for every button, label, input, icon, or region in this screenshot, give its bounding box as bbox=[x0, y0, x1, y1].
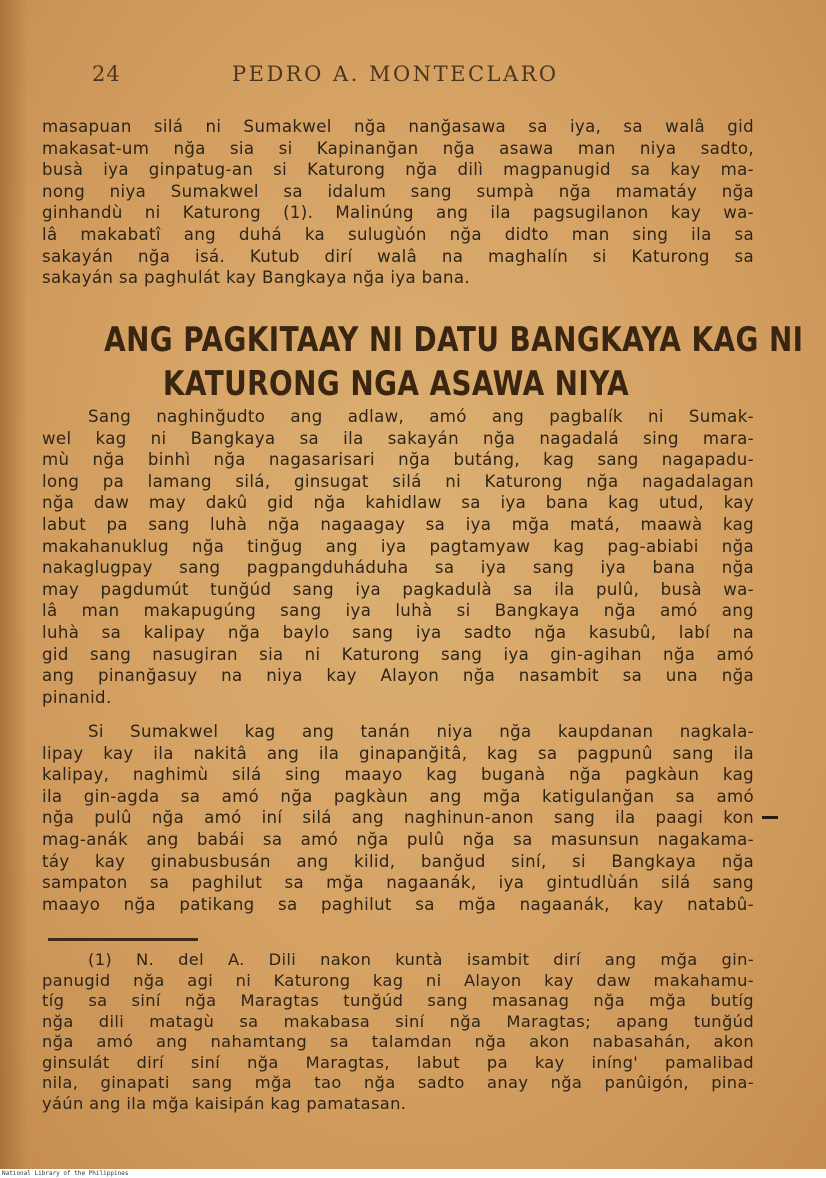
footnote-line: (1) N. del A. Dili nakon kuntà isambit dirí ang mğa gin- bbox=[88, 950, 754, 969]
text-line: busà iya ginpatug-an si Katurong nğa dilì magpanugid sa kay ma- bbox=[42, 160, 754, 180]
text-line: may pagdumút tunğúd sang iya pagkadulà sa ila pulû, busà wa- bbox=[42, 579, 754, 599]
text-line: nakaglugpay sang pagpangduháduha sa iya sang iya bana nğa bbox=[42, 558, 754, 578]
text-line: makasat-um nğa sia si Kapinanğan nğa asawa man niya sadto, bbox=[42, 138, 754, 158]
text-line: ginhandù ni Katurong (1). Malinúng ang ila pagsugilanon kay wa- bbox=[42, 203, 754, 223]
page-number: 24 bbox=[92, 62, 121, 86]
footnote-line: nğa dili matagù sa makabasa siní nğa Maragtas; apang tunğúd bbox=[42, 1011, 754, 1031]
footnote-line: nğa amó ang nahamtang sa talamdan nğa akon nabasahán, akon bbox=[42, 1032, 754, 1051]
footnote bbox=[42, 950, 754, 1114]
text-line: gid sang nasugiran sia ni Katurong sang iya gin-agihan nğa amó bbox=[42, 644, 754, 664]
footnote-line: nila, ginapati sang mğa tao nğa sadto anay nğa panûigón, pina- bbox=[42, 1073, 754, 1092]
text-line: sakayán nğa isá. Kutub dirí walâ na maghalín si Katurong sa bbox=[42, 246, 754, 266]
footnote-line: ginsulát dirí siní nğa Maragtas, labut pa kay iníng' pamalibad bbox=[42, 1052, 754, 1072]
chapter-title-line: ANG PAGKITAAY NI DATU BANGKAYA KAG NI bbox=[104, 320, 804, 360]
text-line: labut pa sang luhà nğa nagaagay sa iya mğa matá, maawà kag bbox=[42, 514, 754, 534]
text-line: ang pinanğasuy na niya kay Alayon nğa nasambit sa una nğa bbox=[42, 666, 754, 686]
text-line: luhà sa kalipay nğa baylo sang iya sadto nğa kasubû, labí na bbox=[42, 622, 754, 642]
text-line: pinanid. bbox=[42, 687, 112, 707]
chapter-title bbox=[104, 318, 804, 406]
text-line: lâ makabatî ang duhá ka sulugùón nğa didto man sing ila sa bbox=[42, 224, 754, 244]
text-line: wel kag ni Bangkaya sa ila sakayán nğa nagadalá sing mara- bbox=[42, 428, 754, 448]
text-line: long pa lamang silá, ginsugat silá ni Katurong nğa nagadalagan bbox=[42, 471, 754, 491]
ink-mark bbox=[762, 816, 778, 819]
text-line: maayo nğa patikang sa paghilut sa mğa nagaanák, kay natabû- bbox=[42, 894, 754, 914]
text-line: kalipay, naghimù silá sing maayo kag buganà nğa pagkàun kag bbox=[42, 765, 754, 785]
text-line: mù nğa binhì nğa nagasarisari nğa butáng, kag sang nagapadu- bbox=[42, 450, 754, 470]
running-header-author: PEDRO A. MONTECLARO bbox=[232, 62, 559, 86]
opening-paragraph bbox=[42, 116, 754, 289]
text-line: nğa pulû nğa amó iní silá ang naghinun-anon sang ila paagi kon bbox=[42, 808, 754, 828]
body-paragraph-2 bbox=[42, 721, 754, 915]
chapter-title-line: KATURONG NGA ASAWA NIYA bbox=[162, 364, 630, 404]
text-line: makahanuklug nğa tinğug ang iya pagtamyaw kag pag-abiabi nğa bbox=[42, 536, 754, 556]
text-line: lipay kay ila nakitâ ang ila ginapanğitâ, kag sa pagpunû sang ila bbox=[42, 743, 754, 763]
page-edge-shadow bbox=[0, 0, 28, 1170]
footnote-line: panugid nğa agi ni Katurong kag ni Alayon kay daw makahamu- bbox=[42, 970, 754, 990]
text-line: sakayán sa paghulát kay Bangkaya nğa iya bana. bbox=[42, 268, 471, 288]
scan-credit: National Library of the Philippines bbox=[0, 1169, 826, 1178]
text-line: mag-anák ang babái sa amó nğa pulû nğa sa masunsun nagakama- bbox=[42, 829, 754, 849]
text-line: nong niya Sumakwel sa idalum sang sumpà nğa mamatáy nğa bbox=[42, 181, 754, 201]
footnote-line: tíg sa siní nğa Maragtas tunğúd sang masanag nğa mğa butíg bbox=[42, 991, 754, 1010]
footnote-rule bbox=[48, 938, 198, 941]
text-line: masapuan silá ni Sumakwel nğa nanğasawa sa iya, sa walâ gid bbox=[42, 117, 754, 136]
text-line: táy kay ginabusbusán ang kilid, banğud siní, si Bangkaya nğa bbox=[42, 851, 754, 871]
footnote-line: yáún ang ila mğa kaisipán kag pamatasan. bbox=[42, 1093, 407, 1113]
text-line: Si Sumakwel kag ang tanán niya nğa kaupdanan nagkala- bbox=[88, 722, 754, 741]
text-line: lâ man makapugúng sang iya luhà si Bangkaya nğa amó ang bbox=[42, 601, 754, 621]
body-paragraph-1 bbox=[42, 406, 754, 708]
text-line: Sang naghinğudto ang adlaw, amó ang pagbalík ni Sumak- bbox=[88, 407, 754, 426]
text-line: nğa daw may dakû gid nğa kahidlaw sa iya bana kag utud, kay bbox=[42, 493, 754, 513]
running-header bbox=[92, 62, 592, 90]
text-line: ila gin-agda sa amó nğa pagkàun ang mğa katigulanğan sa amó bbox=[42, 786, 754, 806]
text-line: sampaton sa paghilut sa mğa nagaanák, iya gintudlùán silá sang bbox=[42, 873, 754, 893]
